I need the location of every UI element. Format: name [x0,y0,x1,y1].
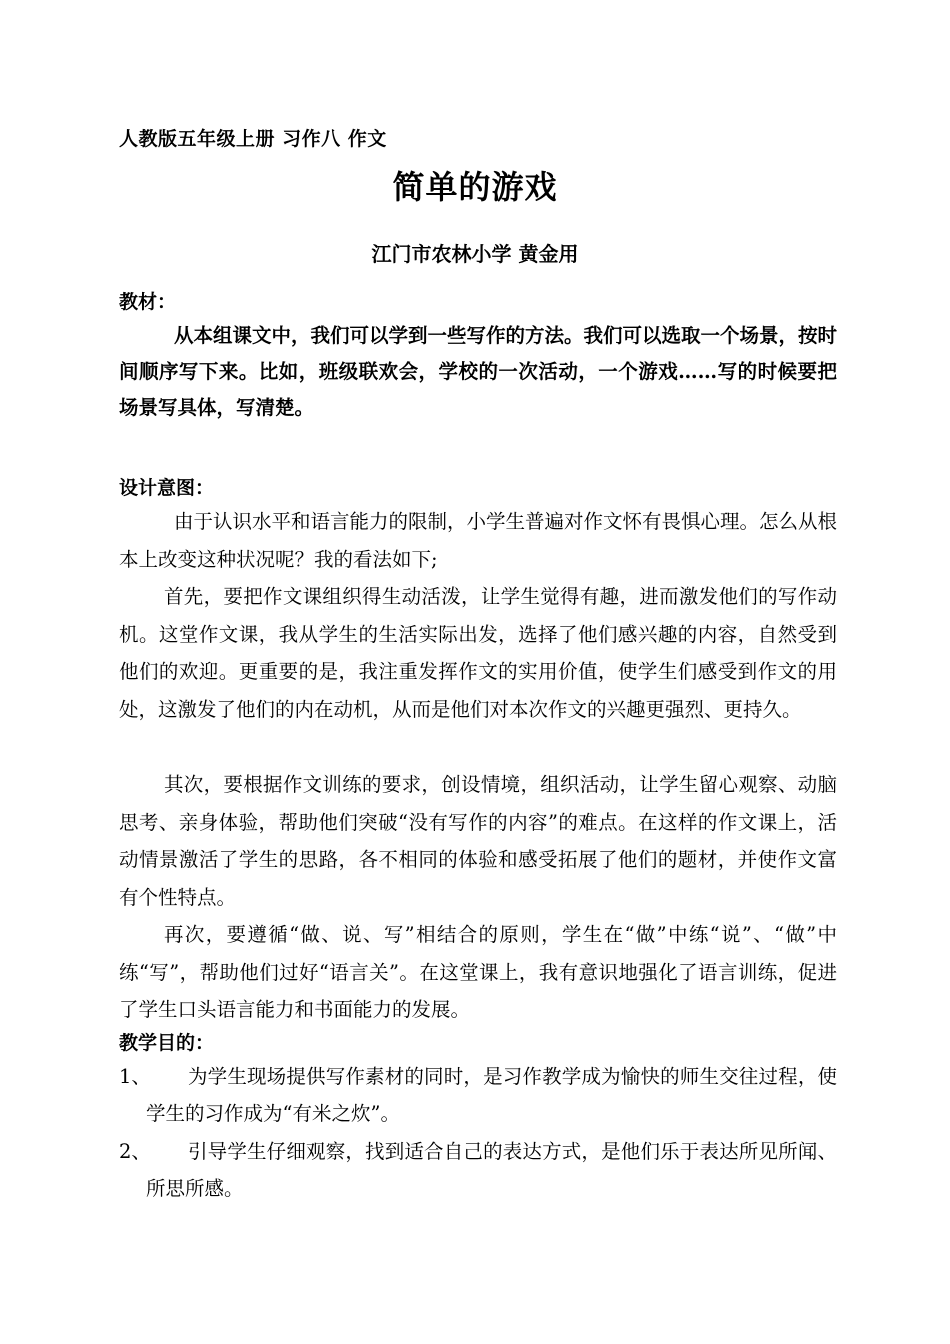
design-paragraph-3: 其次，要根据作文训练的要求，创设情境，组织活动，让学生留心观察、动脑思考、亲身体验，帮助他们突破“没有写作的内容”的难点。在这样的作文课上，活动情景激活了学生的思路，各不相同的体验和感受拓展了他们的题材，并使作文富有个性特点。 [119,773,837,909]
goals-label: 教学目的： [119,1032,215,1054]
goal-item-number: 2、 [119,1140,151,1163]
material-paragraph: 从本组课文中，我们可以学到一些写作的方法。我们可以选取一个场景，按时间顺序写下来。比如，班级联欢会，学校的一次活动，一个游戏……写的时候要把场景写具体，写清楚。 [119,324,838,419]
goal-item-text: 为学生现场提供写作素材的同时，是习作教学成为愉快的师生交往过程，使学生的习作成为“有米之炊”。 [146,1065,837,1125]
design-label: 设计意图： [119,477,215,499]
goal-item-1 [119,1058,837,1132]
material-label: 教材： [119,291,177,313]
design-paragraph-2: 首先，要把作文课组织得生动活泼，让学生觉得有趣，进而激发他们的写作动机。这堂作文课，我从学生的生活实际出发，选择了他们感兴趣的内容，自然受到他们的欢迎。更重要的是，我注重发挥作文的实用价值，使学生们感受到作文的用处，这激发了他们的内在动机，从而是他们对本次作文的兴趣更强烈、更持久。 [119,585,837,721]
goal-item-2 [119,1133,837,1207]
design-paragraph-1: 由于认识水平和语言能力的限制，小学生普遍对作文怀有畏惧心理。怎么从根本上改变这种状况呢？我的看法如下; [119,510,838,571]
design-paragraph-4: 再次，要遵循“做、说、写”相结合的原则，学生在“做”中练“说”、“做”中练“写”，帮助他们过好“语言关”。在这堂课上，我有意识地强化了语言训练，促进了学生口头语言能力和书面能力的发展。 [119,923,837,1022]
goal-item-number: 1、 [119,1065,151,1088]
document-title: 简单的游戏 [392,168,558,206]
document-author: 江门市农林小学 黄金用 [371,242,579,266]
document-header: 人教版五年级上册 习作八 作文 [119,128,387,150]
goal-item-text: 引导学生仔细观察，找到适合自己的表达方式，是他们乐于表达所见所闻、所思所感。 [146,1140,837,1200]
